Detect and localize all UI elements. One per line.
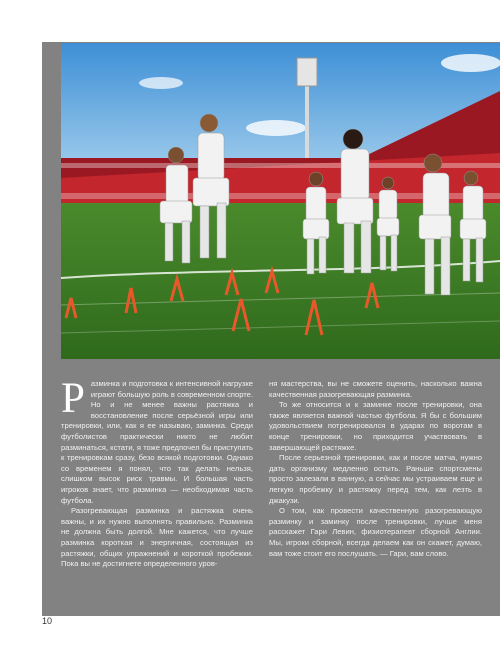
page-number: 10 (42, 616, 53, 626)
dropcap-letter: Р (61, 375, 85, 422)
paragraph: После серьезной тренировки, как и после матча, нужно дать организму медленно остыть. Раньше спортсмены просто залезали в ванную, а сейчас мы устраиваем еще и легкую пробежку и растяжку перед тем, как лезть в джакузи. (269, 453, 482, 505)
football-training-photo-icon (61, 43, 500, 359)
paragraph: То же относится и к заминке после тренировки, она также является важной частью футбола. Я бы с большим удовольствием потренировался в ударах по воротам в конце тренировки, но приходится участвовать в завершающей растяжке. (269, 400, 482, 452)
paragraph: Разогревающая разминка и растяжка очень важны, и их нужно выполнять правильно. Разминка не должна быть долгой. Мне кажется, что лучше разминка короткая и энергичная, состоящая из растяжки, общих упражнений и короткой пробежки. Пока вы не достигнете определенного уров- (61, 506, 253, 569)
paragraph: азминка и подготовка к интенсивной нагрузке играют большую роль в современном спорте. Но и не менее важны растяжка и восстановление после серьёзной игры или тренировки, или, как я ее называю, заминка. Среди футболистов практически никто не любит разминаться, кстати, я тоже предпочел бы приступать к тренировкам сразу, безо всякой подготовки. Однако со временем я понял, что так делать нельзя, слишком высок риск травмы. И большая часть игроков знает, что разминка — необходимая часть футбола. (61, 379, 253, 505)
paragraph: ня мастерства, вы не сможете оценить, насколько важна качественная разогревающая разминка. (269, 379, 482, 399)
article-left-column (61, 375, 253, 570)
football-training-photo (61, 43, 500, 359)
article-text (61, 375, 500, 601)
article-right-column (269, 379, 482, 559)
paragraph: О том, как провести качественную разогревающую разминку и заминку после тренировки, лучше меня расскажет Гари Левин, физиотерапевт сборной Англии. Мы, игроки сборной, всегда делаем как он скажет, думаю, вам тоже стоит его послушать. — Гари, вам слово. (269, 506, 482, 558)
